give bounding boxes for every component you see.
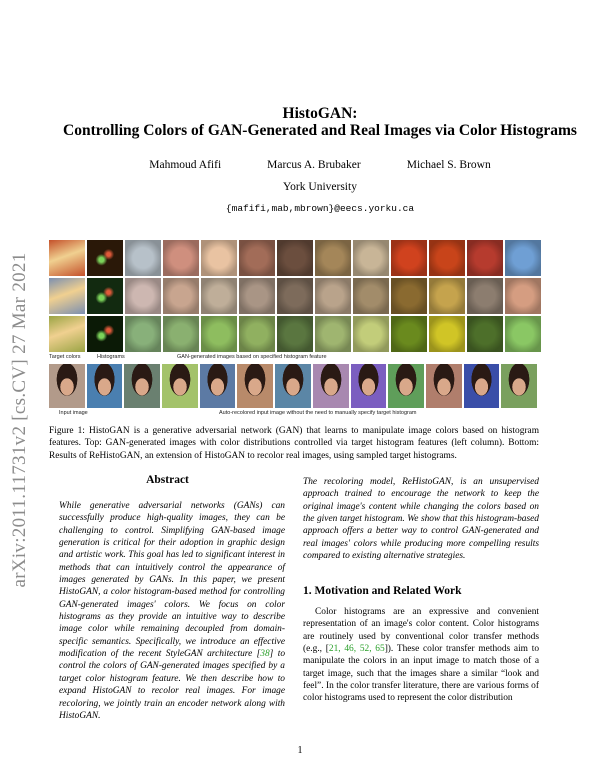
section-heading: 1. Motivation and Related Work [303,585,462,597]
recolored-face-image [237,364,273,408]
teaser-figure [49,240,537,418]
abstract-text-part2: ] to control the colors of GAN-generated images specified by a target color histogram feature. We then describe how to expand HistoGAN to recolor real images. For image recoloring, we jointly train an encoder network along with HistoGAN. [59,649,286,721]
generated-image [353,278,389,314]
generated-image [315,316,351,352]
generated-image [429,278,465,314]
paper-title-line2: Controlling Colors of GAN-Generated and Real Images via Color Histograms [63,122,577,139]
recolored-face-image [388,364,424,408]
figure-top-labels [49,352,537,362]
author-name: Marcus A. Brubaker [267,159,361,171]
label-histograms: Histograms [97,354,125,360]
histogram-image [87,278,123,314]
arxiv-id: arXiv:2011.11731v2 [cs.CV] 27 Mar 2021 [9,252,30,588]
author-name: Michael S. Brown [406,159,491,171]
label-recolored: Auto-recolored input image without the need to manually specify target histogram [219,410,417,416]
generated-image [391,240,427,276]
email-line: {mafifi,mab,mbrown}@eecs.yorku.ca [225,203,415,214]
generated-image [125,278,161,314]
abstract-text [59,500,285,722]
generated-image [277,316,313,352]
generated-image [429,316,465,352]
generated-image [391,278,427,314]
recolored-face-image [313,364,349,408]
generated-image [239,240,275,276]
author-name: Mahmoud Afifi [149,159,222,171]
target-color-image [49,316,85,352]
generated-image [239,278,275,314]
section-body [303,606,539,705]
generated-image [391,316,427,352]
recolored-face-row [49,364,537,408]
generated-image [277,240,313,276]
recolored-face-image [200,364,236,408]
abstract-heading: Abstract [146,474,189,486]
generated-image [125,316,161,352]
paper-title-line1: HistoGAN: [282,105,358,122]
generated-image [125,240,161,276]
generated-image [505,316,541,352]
generated-image [163,316,199,352]
generated-image [315,278,351,314]
generated-image [163,278,199,314]
target-color-image [49,278,85,314]
generated-image [505,278,541,314]
input-face-image [49,364,85,408]
generated-image [315,240,351,276]
recolored-face-image [464,364,500,408]
section-text-part2: ]). These color transfer methods aim to manipulate the colors in an input image to match those of a target image, such that the images share a similar “look and feel”. In the color transfer literature, there are various forms of color histograms used to represent the color distribution [303,644,540,704]
generated-image [353,240,389,276]
recolored-face-image [275,364,311,408]
abstract-text-part1: While generative adversarial networks (GANs) can successfully produce high-quality images, they can be challenging to control. Simplifying GAN-based image generation is critical for their adoption in graphic design and artistic work. This goal has led to significant interest in methods that can intuitively control the appearance of images generated by GANs. In this paper, we present HistoGAN, a color histogram-based method for controlling GAN-generated images' colors. We focus on color histograms as they provide an intuitive way to describe image color while remaining decoupled from domain-specific semantics. Specifically, we introduce an effective modification of the recent StyleGAN architecture [ [59,501,285,660]
recolored-face-image [162,364,198,408]
histogram-image [87,240,123,276]
author-list [60,159,580,171]
section-text-part1: Color histograms are an expressive and convenient representation of an image's color content. Color histograms are routinely used by conventional color transfer methods (e.g., [ [303,607,539,655]
generated-image [467,278,503,314]
figure-bottom-labels [49,408,537,418]
affiliation: York University [283,181,357,193]
arxiv-stamp [0,200,40,640]
recolored-face-image [426,364,462,408]
citation-links[interactable]: 21, 46, 52, 65 [328,644,385,655]
generated-image [201,240,237,276]
generated-image [201,278,237,314]
generated-image-grid [49,240,537,352]
label-target-colors: Target colors [49,354,81,360]
generated-image [505,240,541,276]
target-color-image [49,240,85,276]
histogram-image [87,316,123,352]
generated-image [353,316,389,352]
label-input-image: Input image [59,410,88,416]
generated-image [467,316,503,352]
abstract-continued: The recoloring model, ReHistoGAN, is an unsupervised approach trained to encourage the network to keep the original image's content while changing the colors based on the given target histogram. We show that this histogram-based approach offers a better way to control GAN-generated and real images' colors while producing more compelling results compared to existing alternative strategies. [303,477,539,562]
recolored-face-image [124,364,160,408]
generated-image [163,240,199,276]
recolored-face-image [87,364,123,408]
label-generated: GAN-generated images based on specified histogram feature [177,354,327,360]
recolored-face-image [501,364,537,408]
page-number: 1 [297,745,303,756]
generated-image [201,316,237,352]
figure-caption: Figure 1: HistoGAN is a generative adversarial network (GAN) that learns to manipulate image colors based on histogram features. Top: GAN-generated images with color distributions controlled via target histogram features (left column). Bottom: Results of ReHistoGAN, an extension of HistoGAN to recolor real images, using sampled target histograms. [49,426,539,461]
generated-image [277,278,313,314]
recolored-face-image [351,364,387,408]
generated-image [239,316,275,352]
generated-image [467,240,503,276]
generated-image [429,240,465,276]
citation-link[interactable]: 38 [260,649,270,660]
